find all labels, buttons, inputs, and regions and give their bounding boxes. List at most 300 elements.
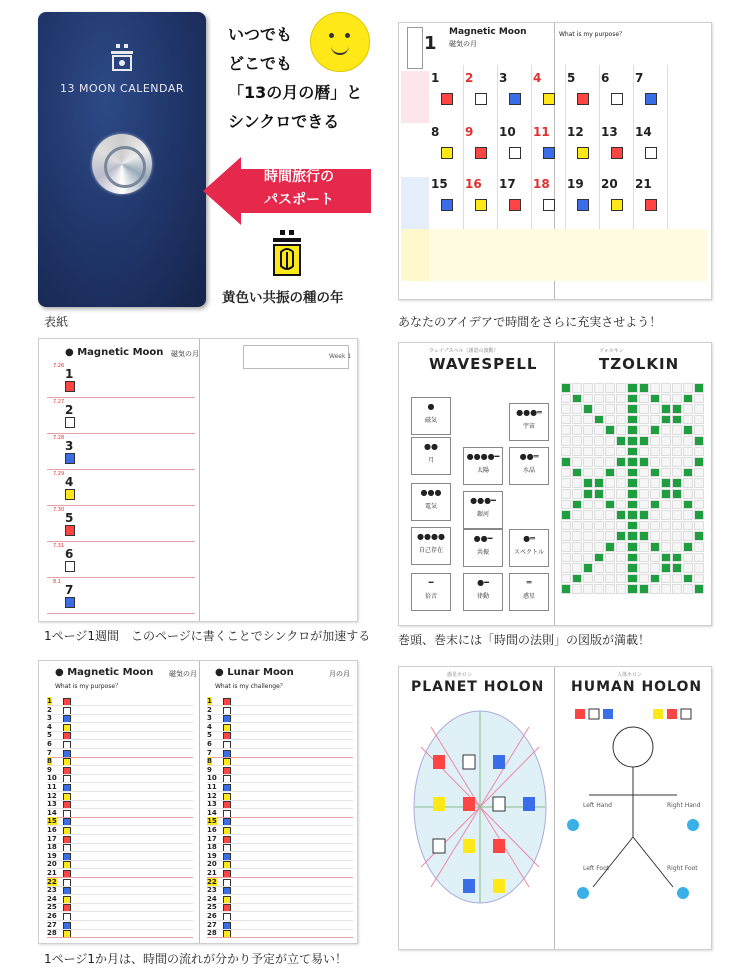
tzolkin-cell	[661, 383, 671, 393]
tzolkin-cell	[583, 500, 593, 510]
tzolkin-cell	[627, 394, 637, 404]
ideas-caption: あなたのアイデアで時間をさらに充実させよう！	[398, 315, 662, 329]
left-month-title-text: Magnetic Moon	[67, 667, 154, 678]
tzolkin-cell	[561, 415, 571, 425]
wavespell-tone-box: ●●●━ 銀河	[463, 491, 503, 529]
tzolkin-cell	[605, 468, 615, 478]
tzolkin-cell	[594, 574, 604, 584]
calendar-day-number: 10	[499, 125, 516, 139]
wavespell-tone-label: 宇宙	[522, 423, 535, 430]
calendar-glyph-icon	[509, 147, 521, 159]
tzolkin-cell	[627, 531, 637, 541]
tzolkin-cell	[605, 500, 615, 510]
tzolkin-cell	[583, 553, 593, 563]
tzolkin-cell	[650, 500, 660, 510]
cover-caption: 表紙	[44, 315, 69, 329]
week-date: 7.30	[53, 507, 65, 513]
list-day-number: 21	[207, 869, 217, 877]
calendar-glyph-icon	[611, 93, 623, 105]
tzolkin-cell	[561, 584, 571, 594]
wavespell-ruby: ウェイブスペル（創造の波動）	[429, 348, 499, 354]
list-day-number: 15	[47, 817, 57, 826]
cover-title: 13 MOON CALENDAR	[60, 82, 184, 95]
wavespell-tone-label: 電気	[424, 503, 437, 510]
tzolkin-cell	[572, 404, 582, 414]
list-day-number: 16	[207, 826, 217, 834]
tzolkin-cell	[639, 383, 649, 393]
headline-line: いつでも	[228, 25, 293, 44]
wavespell-tzolkin-panel	[398, 342, 712, 626]
list-day-number: 10	[207, 774, 217, 783]
calendar-day-number: 21	[635, 177, 652, 191]
tzolkin-cell	[639, 415, 649, 425]
left-month-title: ● Magnetic Moon	[55, 667, 154, 678]
list-day-number: 20	[207, 860, 217, 869]
tzolkin-cell	[605, 404, 615, 414]
tzolkin-cell	[572, 478, 582, 488]
calendar-glyph-icon	[543, 147, 555, 159]
wavespell-tone-label: 月	[427, 457, 434, 464]
list-day-number: 23	[47, 886, 57, 895]
tzolkin-cell	[627, 415, 637, 425]
tzolkin-cell	[683, 584, 693, 594]
wavespell-tone-box: ●● 月	[411, 437, 451, 475]
tzolkin-cell	[594, 521, 604, 531]
tzolkin-cell	[639, 489, 649, 499]
tzolkin-cell	[572, 415, 582, 425]
tzolkin-cell	[561, 478, 571, 488]
tzolkin-cell	[561, 563, 571, 573]
tzolkin-cell	[694, 394, 704, 404]
tzolkin-cell	[616, 425, 626, 435]
tzolkin-cell	[616, 478, 626, 488]
tzolkin-cell	[583, 404, 593, 414]
wavespell-tone-label: 水晶	[522, 467, 535, 474]
tzolkin-cell	[605, 478, 615, 488]
calendar-day-number: 6	[601, 71, 610, 85]
list-day-number: 17	[207, 834, 217, 843]
tzolkin-cell	[661, 447, 671, 457]
list-day-number: 3	[47, 714, 52, 723]
weekly-caption: 1ページ1週間 このページに書くことでシンクロが加速する	[44, 629, 371, 643]
tzolkin-cell	[627, 542, 637, 552]
list-day-number: 14	[47, 808, 57, 817]
list-day-number: 24	[47, 894, 57, 903]
tzolkin-cell	[639, 521, 649, 531]
calendar-glyph-icon	[611, 199, 623, 211]
tzolkin-cell	[561, 394, 571, 404]
tzolkin-cell	[616, 510, 626, 520]
tzolkin-cell	[561, 457, 571, 467]
tzolkin-cell	[672, 394, 682, 404]
tzolkin-cell	[616, 404, 626, 414]
tzolkin-cell	[583, 531, 593, 541]
list-day-number: 5	[207, 731, 212, 740]
tzolkin-cell	[627, 383, 637, 393]
tzolkin-cell	[594, 394, 604, 404]
calendar-day-number: 3	[499, 71, 508, 85]
wavespell-tone-box: ●●● 電気	[411, 483, 451, 521]
month-title: Magnetic Moon	[449, 27, 527, 37]
tzolkin-cell	[561, 521, 571, 531]
tzolkin-cell	[639, 500, 649, 510]
tzolkin-cell	[661, 436, 671, 446]
left-foot-label: Left Foot	[583, 865, 610, 872]
tzolkin-cell	[605, 584, 615, 594]
wavespell-tone-box: ═ 惑星	[509, 573, 549, 611]
list-day-number: 9	[47, 765, 52, 774]
tzolkin-cell	[616, 500, 626, 510]
tzolkin-cell	[605, 447, 615, 457]
tzolkin-cell	[672, 478, 682, 488]
tzolkin-cell	[561, 404, 571, 414]
tzolkin-cell	[650, 404, 660, 414]
tzolkin-cell	[572, 584, 582, 594]
tzolkin-cell	[683, 521, 693, 531]
tzolkin-cell	[672, 404, 682, 414]
tzolkin-cell	[583, 574, 593, 584]
calendar-day-number: 2	[465, 71, 474, 85]
list-day-number: 22	[47, 877, 57, 886]
headline-line: どこでも	[228, 54, 293, 73]
wavespell-tone-label: 律動	[476, 593, 489, 600]
tzolkin-cell	[683, 542, 693, 552]
week-date: 7.31	[53, 543, 65, 549]
list-day-number: 9	[207, 765, 212, 774]
tzolkin-cell	[561, 553, 571, 563]
tzolkin-cell	[627, 553, 637, 563]
tzolkin-cell	[639, 394, 649, 404]
tzolkin-cell	[583, 415, 593, 425]
tzolkin-cell	[594, 468, 604, 478]
tzolkin-cell	[694, 447, 704, 457]
tzolkin-cell	[627, 447, 637, 457]
tzolkin-cell	[683, 383, 693, 393]
tzolkin-cell	[683, 553, 693, 563]
week-date: 7.28	[53, 435, 65, 441]
tzolkin-cell	[694, 521, 704, 531]
week-date: 7.27	[53, 399, 65, 405]
tzolkin-cell	[583, 478, 593, 488]
weekly-panel	[38, 338, 358, 622]
tzolkin-cell	[661, 574, 671, 584]
seal-icon	[110, 44, 134, 72]
tzolkin-cell	[594, 584, 604, 594]
week-day-number: 1	[65, 367, 74, 381]
tzolkin-cell	[672, 436, 682, 446]
tzolkin-cell	[594, 425, 604, 435]
calendar-glyph-icon	[645, 93, 657, 105]
tzolkin-cell	[639, 425, 649, 435]
calendar-day-number: 12	[567, 125, 584, 139]
wavespell-tone-label: スペクトル	[513, 549, 544, 556]
week-day-number: 7	[65, 583, 74, 597]
tzolkin-cell	[605, 553, 615, 563]
tzolkin-cell	[683, 478, 693, 488]
calendar-day-number: 9	[465, 125, 474, 139]
calendar-glyph-icon	[577, 93, 589, 105]
tzolkin-cell	[683, 436, 693, 446]
tzolkin-cell	[650, 457, 660, 467]
tzolkin-cell	[627, 425, 637, 435]
tzolkin-cell	[639, 478, 649, 488]
banner-line: パスポート	[264, 192, 334, 208]
list-day-number: 20	[47, 860, 57, 869]
tzolkin-cell	[605, 531, 615, 541]
list-day-number: 16	[47, 826, 57, 834]
tzolkin-cell	[583, 521, 593, 531]
week-glyph-icon	[65, 417, 75, 428]
tzolkin-cell	[694, 489, 704, 499]
list-day-number: 15	[207, 817, 217, 826]
tzolkin-cell	[650, 425, 660, 435]
tzolkin-cell	[572, 542, 582, 552]
tzolkin-cell	[594, 489, 604, 499]
month-subtitle: 磁気の月	[449, 40, 477, 48]
tzolkin-cell	[694, 584, 704, 594]
list-day-number: 5	[47, 731, 52, 740]
list-day-number: 28	[207, 929, 217, 938]
tzolkin-cell	[672, 468, 682, 478]
calendar-day-number: 17	[499, 177, 516, 191]
tzolkin-cell	[672, 510, 682, 520]
tzolkin-caption: 巻頭、巻末には「時間の法則」の図版が満載！	[398, 633, 651, 647]
list-day-number: 28	[47, 929, 57, 938]
monthly-ideas-panel: 1 Magnetic Moon 磁気の月 What is my purpose？ 1 2 3 4 5 6 7 8 9 10 11 12 13 14 15 16 17 18 19 20 21	[398, 22, 712, 300]
tzolkin-cell	[661, 478, 671, 488]
list-day-number: 24	[207, 894, 217, 903]
tzolkin-cell	[627, 500, 637, 510]
tzolkin-cell	[694, 542, 704, 552]
tzolkin-cell	[650, 563, 660, 573]
tzolkin-cell	[683, 404, 693, 414]
wavespell-tone-box: ●●═ 水晶	[509, 447, 549, 485]
week-title-text: Magnetic Moon	[77, 347, 164, 358]
tzolkin-cell	[616, 563, 626, 573]
human-ruby: 人体ホロン	[617, 672, 643, 678]
tzolkin-cell	[650, 521, 660, 531]
tzolkin-cell	[605, 542, 615, 552]
tzolkin-cell	[683, 489, 693, 499]
tzolkin-cell	[616, 436, 626, 446]
wavespell-tone-box: ●●●═ 宇宙	[509, 403, 549, 441]
tzolkin-cell	[594, 500, 604, 510]
tzolkin-cell	[694, 563, 704, 573]
tzolkin-cell	[694, 500, 704, 510]
tzolkin-cell	[661, 563, 671, 573]
tzolkin-cell	[572, 489, 582, 499]
tzolkin-cell	[572, 468, 582, 478]
tzolkin-cell	[639, 510, 649, 520]
list-day-number: 2	[47, 705, 52, 714]
tzolkin-cell	[683, 457, 693, 467]
human-holon-title: HUMAN HOLON	[571, 679, 703, 695]
headline-line: シンクロできる	[228, 112, 340, 131]
wavespell-tone-box: ●●●●━ 太陽	[463, 447, 503, 485]
tzolkin-cell	[694, 383, 704, 393]
tzolkin-cell	[572, 447, 582, 457]
tzolkin-cell	[672, 500, 682, 510]
tzolkin-cell	[583, 383, 593, 393]
right-hand-label: Right Hand	[667, 802, 701, 809]
tzolkin-cell	[661, 521, 671, 531]
list-day-number: 10	[47, 774, 57, 783]
tzolkin-cell	[661, 489, 671, 499]
list-day-number: 13	[47, 800, 57, 809]
tzolkin-cell	[605, 436, 615, 446]
list-day-number: 19	[47, 851, 57, 860]
calendar-day-number: 14	[635, 125, 652, 139]
tzolkin-cell	[672, 425, 682, 435]
tzolkin-cell	[694, 457, 704, 467]
tzolkin-cell	[672, 553, 682, 563]
tzolkin-cell	[672, 489, 682, 499]
tzolkin-cell	[616, 542, 626, 552]
wavespell-tone-label: 倍音	[424, 593, 437, 600]
tzolkin-title: TZOLKIN	[599, 355, 680, 373]
yellow-sun-icon	[310, 12, 370, 72]
calendar-day-number: 16	[465, 177, 482, 191]
wavespell-tone-box: ●●━ 共振	[463, 529, 503, 567]
list-day-number: 25	[207, 903, 217, 912]
tzolkin-cell	[572, 521, 582, 531]
tzolkin-cell	[661, 584, 671, 594]
tzolkin-cell	[583, 489, 593, 499]
tzolkin-cell	[572, 436, 582, 446]
week-day-number: 6	[65, 547, 74, 561]
tzolkin-cell	[672, 563, 682, 573]
calendar-day-number: 11	[533, 125, 550, 139]
tzolkin-cell	[639, 584, 649, 594]
tzolkin-cell	[683, 447, 693, 457]
list-day-number: 26	[207, 912, 217, 920]
calendar-day-number: 7	[635, 71, 644, 85]
right-month-sub: 月の月	[329, 670, 350, 678]
tzolkin-cell	[672, 457, 682, 467]
wavespell-tone-label: 自己存在	[418, 547, 443, 554]
calendar-glyph-icon	[441, 147, 453, 159]
week-glyph-icon	[65, 561, 75, 572]
tzolkin-cell	[639, 553, 649, 563]
tzolkin-cell	[561, 425, 571, 435]
tzolkin-cell	[639, 436, 649, 446]
tzolkin-cell	[594, 415, 604, 425]
tzolkin-cell	[650, 584, 660, 594]
calendar-day-number: 15	[431, 177, 448, 191]
tzolkin-cell	[650, 436, 660, 446]
list-day-number: 12	[207, 791, 217, 800]
list-day-number: 6	[47, 740, 52, 748]
calendar-glyph-icon	[543, 199, 555, 211]
tzolkin-cell	[683, 500, 693, 510]
tzolkin-cell	[627, 489, 637, 499]
tzolkin-cell	[594, 563, 604, 573]
week-glyph-icon	[65, 525, 75, 536]
week-number: Week 1	[329, 353, 352, 360]
calendar-glyph-icon	[543, 93, 555, 105]
tzolkin-cell	[661, 542, 671, 552]
right-month-title: ● Lunar Moon	[215, 667, 294, 678]
tzolkin-cell	[683, 394, 693, 404]
tzolkin-cell	[583, 542, 593, 552]
list-day-number: 2	[207, 705, 212, 714]
tzolkin-cell	[639, 531, 649, 541]
calendar-glyph-icon	[577, 147, 589, 159]
calendar-day-number: 18	[533, 177, 550, 191]
wavespell-tone-label: 磁気	[424, 417, 437, 424]
tzolkin-cell	[672, 574, 682, 584]
holon-panel	[398, 666, 712, 950]
tzolkin-cell	[694, 553, 704, 563]
week-day-number: 5	[65, 511, 74, 525]
week-day-number: 4	[65, 475, 74, 489]
list-day-number: 27	[207, 920, 217, 929]
list-day-number: 1	[47, 697, 52, 705]
list-day-number: 11	[207, 783, 217, 791]
list-day-number: 8	[47, 757, 52, 766]
week-subtitle: 磁気の月	[171, 350, 199, 358]
calendar-day-number: 4	[533, 71, 542, 85]
tzolkin-cell	[639, 574, 649, 584]
tzolkin-cell	[661, 510, 671, 520]
wavespell-tone-label: 惑星	[522, 593, 535, 600]
tzolkin-cell	[616, 584, 626, 594]
tzolkin-cell	[672, 383, 682, 393]
tzolkin-cell	[672, 415, 682, 425]
right-foot-label: Right Foot	[667, 865, 698, 872]
tzolkin-cell	[583, 436, 593, 446]
list-day-number: 21	[47, 869, 57, 877]
tzolkin-cell	[561, 447, 571, 457]
tzolkin-cell	[583, 425, 593, 435]
tzolkin-cell	[594, 531, 604, 541]
tzolkin-cell	[672, 447, 682, 457]
calendar-glyph-icon	[475, 93, 487, 105]
tzolkin-cell	[639, 468, 649, 478]
tzolkin-cell	[572, 563, 582, 573]
calendar-day-number: 13	[601, 125, 618, 139]
tzolkin-cell	[616, 489, 626, 499]
tzolkin-cell	[583, 394, 593, 404]
tzolkin-cell	[605, 521, 615, 531]
tzolkin-cell	[605, 415, 615, 425]
tzolkin-cell	[605, 457, 615, 467]
calendar-day-number: 5	[567, 71, 576, 85]
tzolkin-cell	[616, 394, 626, 404]
tzolkin-cell	[605, 510, 615, 520]
tzolkin-cell	[661, 553, 671, 563]
tzolkin-cell	[672, 531, 682, 541]
tzolkin-cell	[561, 436, 571, 446]
tzolkin-cell	[683, 510, 693, 520]
tzolkin-cell	[605, 563, 615, 573]
tzolkin-cell	[572, 531, 582, 541]
tzolkin-cell	[616, 574, 626, 584]
tzolkin-cell	[627, 478, 637, 488]
tzolkin-cell	[572, 574, 582, 584]
passport-banner	[233, 166, 365, 212]
tzolkin-cell	[572, 383, 582, 393]
list-day-number: 27	[47, 920, 57, 929]
tzolkin-cell	[561, 531, 571, 541]
tzolkin-cell	[661, 500, 671, 510]
week-title: ● Magnetic Moon	[65, 347, 164, 358]
list-day-number: 3	[207, 714, 212, 723]
tzolkin-cell	[683, 468, 693, 478]
list-day-number: 6	[207, 740, 212, 748]
tzolkin-cell	[594, 542, 604, 552]
tzolkin-ruby: ツォルキン	[599, 348, 624, 354]
